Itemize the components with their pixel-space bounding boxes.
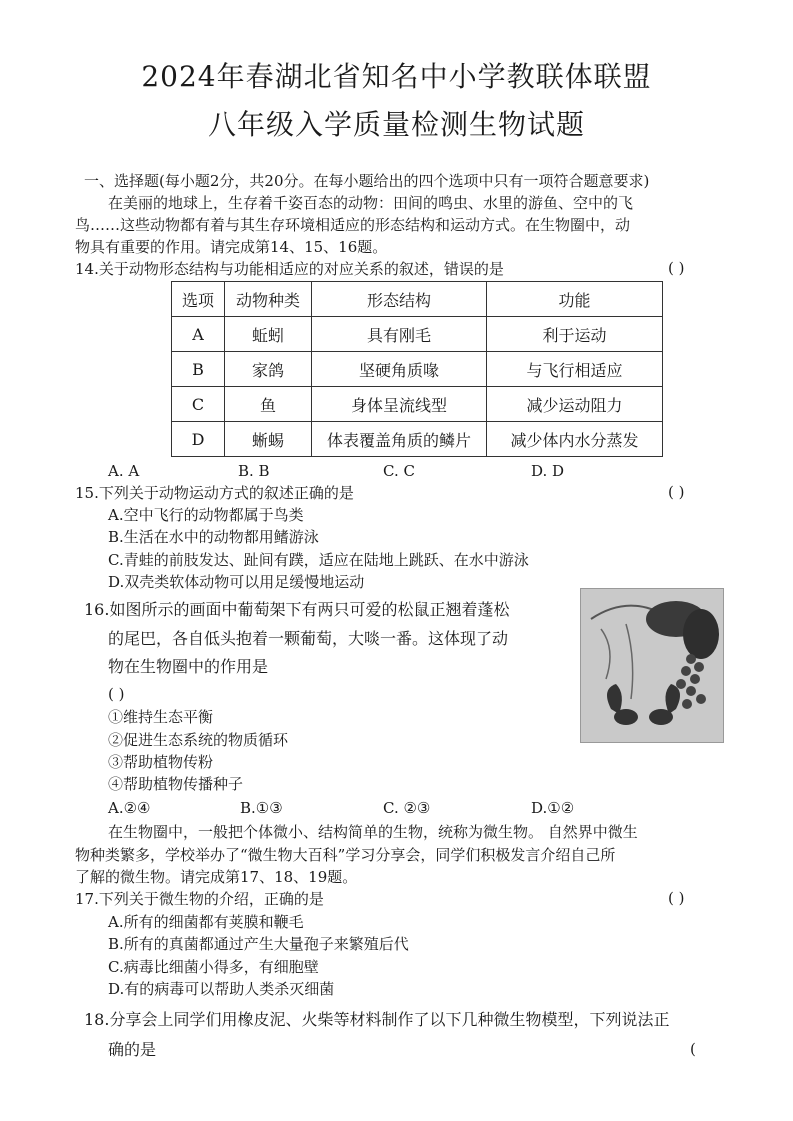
- intro2-line-1: 在生物圈中，一般把个体微小、结构简单的生物，统称为微生物。 自然界中微生: [108, 823, 638, 841]
- q14-answer-blank: ( ): [668, 259, 685, 277]
- q17-option-c: C.病毒比细菌小得多，有细胞壁: [108, 958, 319, 976]
- table-cell: 家鸽: [225, 352, 312, 387]
- q16-item-2: ②促进生态系统的物质循环: [108, 731, 289, 749]
- table-header-cell: 形态结构: [312, 282, 487, 317]
- table-cell: 具有刚毛: [312, 317, 487, 352]
- table-header-cell: 功能: [487, 282, 663, 317]
- q14-option-d: D. D: [531, 462, 565, 480]
- exam-title: 2024年春湖北省知名中小学教联体联盟: [141, 60, 652, 93]
- q15-option-a: A.空中飞行的动物都属于鸟类: [108, 506, 304, 524]
- q16-item-4: ④帮助植物传播种子: [108, 775, 244, 793]
- q18-stem-line-1: 18.分享会上同学们用橡皮泥、火柴等材料制作了以下几种微生物模型，下列说法正: [84, 1010, 670, 1029]
- table-row: [172, 317, 663, 352]
- q15-option-c: C.青蛙的前肢发达、趾间有蹼，适应在陆地上跳跃、在水中游泳: [108, 551, 529, 569]
- table-cell: 与飞行相适应: [487, 352, 663, 387]
- table-cell: 身体呈流线型: [312, 387, 487, 422]
- intro1-line-2: 鸟……这些动物都有着与其生存环境相适应的形态结构和运动方式。在生物圈中，动: [75, 216, 631, 234]
- q16-stem-line-1: 16.如图所示的画面中葡萄架下有两只可爱的松鼠正翘着蓬松: [84, 600, 510, 619]
- q14-option-a: A. A: [108, 462, 140, 480]
- q18-stem-line-2: 确的是: [108, 1040, 157, 1059]
- q15-stem: 15.下列关于动物运动方式的叙述正确的是: [75, 484, 354, 502]
- table-header-cell: 选项: [172, 282, 225, 317]
- q16-item-1: ①维持生态平衡: [108, 708, 214, 726]
- intro2-line-2: 物种类繁多，学校举办了“微生物大百科”学习分享会，同学们积极发言介绍自己所: [75, 846, 616, 864]
- q16-stem-line-3: 物在生物圈中的作用是: [108, 657, 269, 676]
- table-cell: 坚硬角质喙: [312, 352, 487, 387]
- intro2-line-3: 了解的微生物。请完成第17、18、19题。: [75, 868, 358, 886]
- q15-option-b: B.生活在水中的动物都用鳍游泳: [108, 528, 319, 546]
- q14-stem: 14.关于动物形态结构与功能相适应的对应关系的叙述，错误的是: [75, 260, 504, 278]
- q16-stem-line-2: 的尾巴，各自低头抱着一颗葡萄，大啖一番。这体现了动: [108, 629, 509, 648]
- intro1-line-3: 物具有重要的作用。请完成第14、15、16题。: [75, 238, 388, 256]
- table-cell: 利于运动: [487, 317, 663, 352]
- q18-answer-blank: (: [690, 1040, 696, 1058]
- section-heading: 一、选择题(每小题2分，共20分。在每小题给出的四个选项中只有一项符合题意要求): [84, 172, 650, 190]
- q15-answer-blank: ( ): [668, 483, 685, 501]
- table-cell: 减少运动阻力: [487, 387, 663, 422]
- table-row: [172, 387, 663, 422]
- intro1-line-1: 在美丽的地球上，生存着千姿百态的动物：田间的鸣虫、水里的游鱼、空中的飞: [108, 194, 634, 212]
- q16-option-d: D.①②: [531, 799, 575, 817]
- q15-option-d: D.双壳类软体动物可以用足缓慢地运动: [108, 573, 365, 591]
- table-cell: 蚯蚓: [225, 317, 312, 352]
- q17-option-d: D.有的病毒可以帮助人类杀灭细菌: [108, 980, 335, 998]
- table-cell: C: [172, 387, 225, 422]
- table-cell: D: [172, 422, 225, 457]
- q14-table: [171, 281, 663, 457]
- table-cell: A: [172, 317, 225, 352]
- table-cell: B: [172, 352, 225, 387]
- q17-answer-blank: ( ): [668, 889, 685, 907]
- q14-option-c: C. C: [383, 462, 415, 480]
- table-cell: 鱼: [225, 387, 312, 422]
- table-cell: 蜥蜴: [225, 422, 312, 457]
- q16-item-3: ③帮助植物传粉: [108, 753, 214, 771]
- squirrel-grape-painting: [580, 588, 724, 743]
- table-header-row: [172, 282, 663, 317]
- q17-option-a: A.所有的细菌都有荚膜和鞭毛: [108, 913, 304, 931]
- table-row: [172, 422, 663, 457]
- q16-answer-blank: ( ): [108, 685, 125, 703]
- q14-option-b: B. B: [238, 462, 270, 480]
- q16-option-c: C. ②③: [383, 799, 431, 817]
- table-cell: 体表覆盖角质的鳞片: [312, 422, 487, 457]
- q17-stem: 17.下列关于微生物的介绍，正确的是: [75, 890, 324, 908]
- table-cell: 减少体内水分蒸发: [487, 422, 663, 457]
- q16-option-b: B.①③: [240, 799, 283, 817]
- exam-subtitle: 八年级入学质量检测生物试题: [207, 108, 585, 141]
- q17-option-b: B.所有的真菌都通过产生大量孢子来繁殖后代: [108, 935, 409, 953]
- q16-option-a: A.②④: [108, 799, 151, 817]
- table-row: [172, 352, 663, 387]
- table-header-cell: 动物种类: [225, 282, 312, 317]
